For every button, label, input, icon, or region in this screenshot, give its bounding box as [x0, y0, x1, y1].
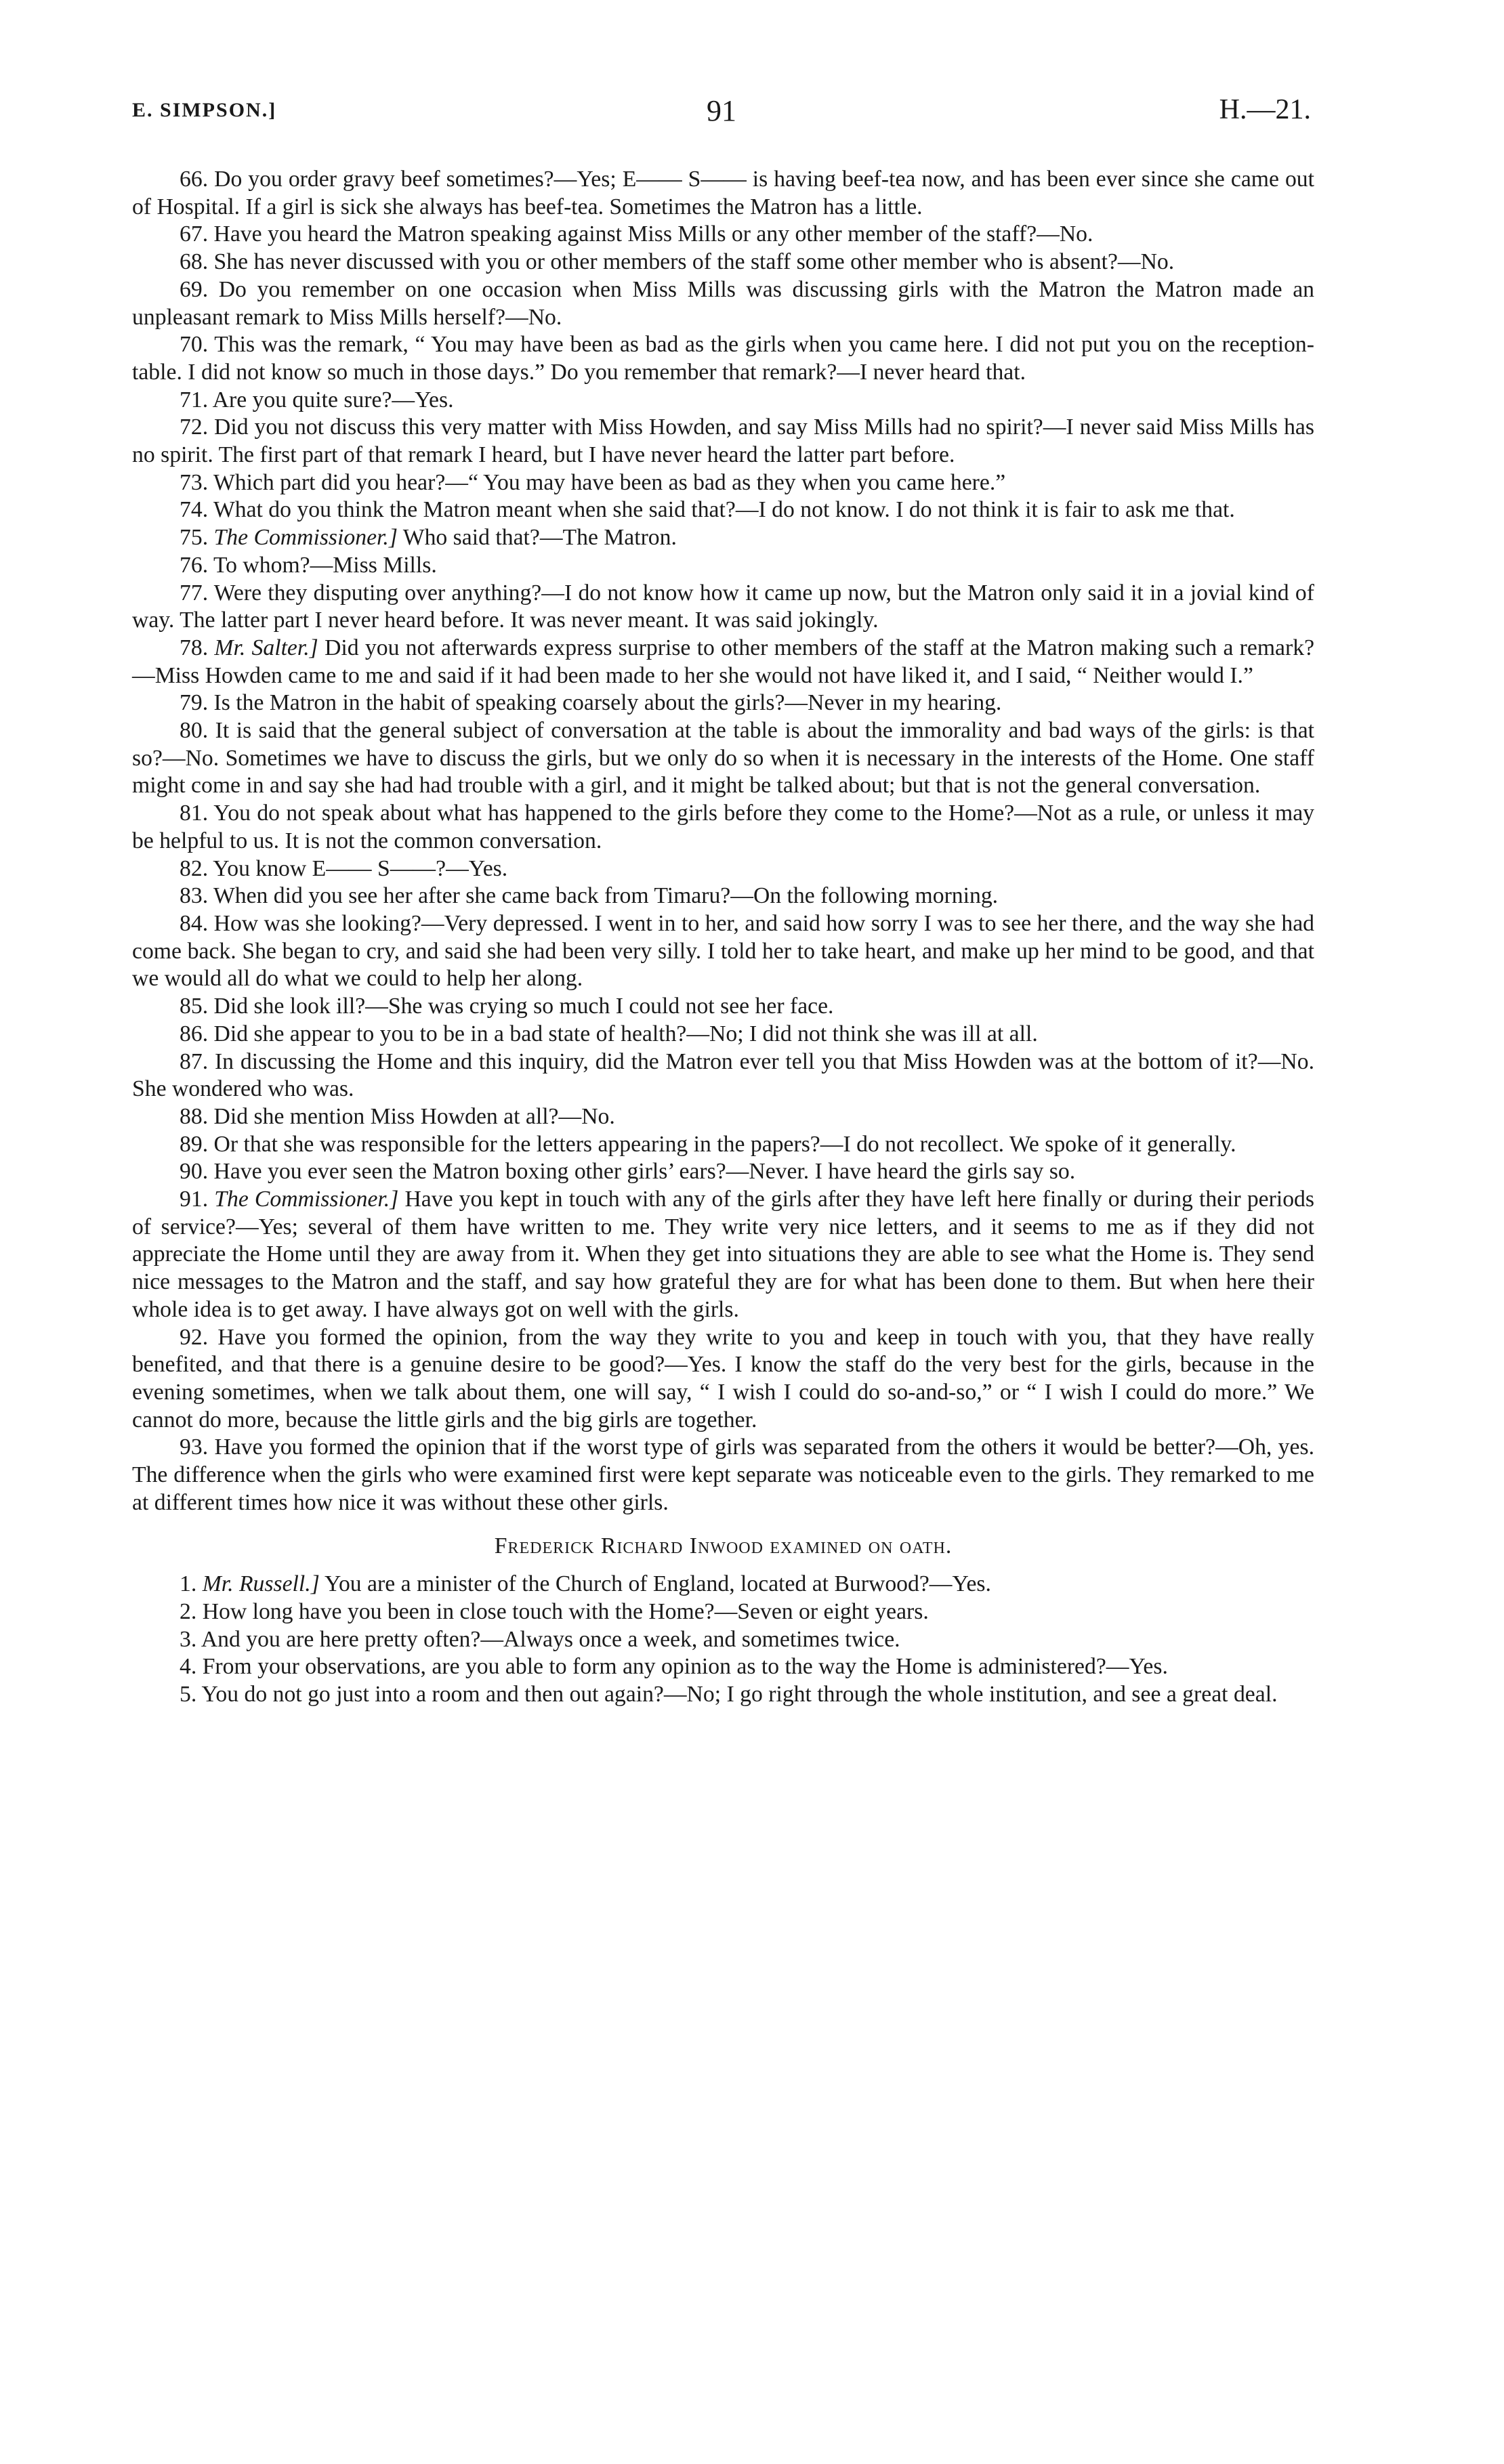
question-paragraph: [132, 221, 1314, 249]
question-paragraph: [132, 387, 1314, 415]
question-text: You are a minister of the Church of England, located at Burwood?—Yes.: [324, 1571, 991, 1597]
question-text: Did she appear to you to be in a bad state of health?—No; I did not think she was ill at all.: [213, 1021, 1038, 1046]
question-number: 68.: [180, 249, 209, 275]
question-number: 74.: [180, 497, 209, 523]
question-paragraph: [132, 1048, 1314, 1103]
question-text: You know E—— S——?—Yes.: [213, 855, 508, 881]
inwood-testimony: [132, 1571, 1314, 1709]
question-number: 80.: [180, 718, 209, 744]
speaker-label: The Commissioner.]: [214, 1187, 399, 1212]
question-paragraph: [132, 331, 1314, 386]
question-paragraph: [132, 166, 1314, 221]
question-number: 67.: [180, 221, 209, 247]
question-text: In discussing the Home and this inquiry, did the Matron ever tell you that Miss Howden was at the bottom of it?—No. She wondered who was.: [132, 1048, 1314, 1102]
question-number: 93.: [180, 1435, 209, 1460]
question-text: Do you remember on one occasion when Miss Mills was discussing girls with the Matron the Matron made an unpleasant remark to Miss Mills herself?—No.: [132, 276, 1314, 330]
question-paragraph: [132, 469, 1314, 497]
question-number: 69.: [180, 276, 209, 302]
question-paragraph: [132, 1158, 1314, 1186]
question-text: Were they disputing over anything?—I do not know how it came up now, but the Matron only said it in a jovial kind of way. The latter part I never heard before. It was never meant. It was said jokingly.: [132, 580, 1314, 633]
question-text: Have you formed the opinion, from the way they write to you and keep in touch with you, that they have really benefited, and that there is a genuine desire to be good?—Yes. I know the staff do the very best for the girls, because in the evening sometimes, when we talk about them, one will say, “ I wish I could do so-and-so,” or “ I wish I could do more.” We cannot do more, because the little girls and the big girls are together.: [132, 1324, 1315, 1432]
question-number: 82.: [180, 855, 209, 881]
question-number: 73.: [180, 469, 209, 495]
question-paragraph: [132, 689, 1314, 717]
question-paragraph: [132, 993, 1314, 1021]
question-paragraph: [132, 524, 1314, 552]
question-paragraph: [132, 855, 1314, 883]
question-number: 72.: [180, 415, 209, 440]
question-paragraph: [132, 580, 1314, 635]
question-paragraph: [132, 552, 1314, 580]
question-number: 91.: [180, 1187, 209, 1212]
question-text: She has never discussed with you or other members of the staff some other member who is absent?—No.: [213, 249, 1175, 275]
question-paragraph: [132, 1653, 1314, 1681]
document-reference: H.—21.: [1219, 94, 1311, 125]
question-number: 79.: [180, 690, 209, 716]
question-text: You do not go just into a room and then out again?—No; I go right through the whole institution, and see a great deal.: [201, 1681, 1278, 1707]
question-number: 2.: [180, 1598, 197, 1624]
speaker-label: Mr. Russell.]: [202, 1571, 320, 1597]
question-number: 90.: [180, 1159, 209, 1185]
question-number: 3.: [180, 1626, 197, 1652]
question-paragraph: [132, 1571, 1314, 1598]
question-text: This was the remark, “ You may have been as bad as the girls when you came here. I did not put you on the reception-table. I did not know so much in those days.” Do you remember that remark?—I never heard that.: [132, 332, 1314, 385]
question-number: 1.: [180, 1571, 197, 1597]
question-paragraph: [132, 1626, 1314, 1654]
question-text: When did you see her after she came back from Timaru?—On the following morning.: [213, 883, 999, 909]
question-number: 5.: [180, 1681, 197, 1707]
question-paragraph: [132, 1434, 1314, 1516]
question-text: Or that she was responsible for the letters appearing in the papers?—I do not recollect. We spoke of it generally.: [213, 1131, 1236, 1157]
question-text: Did you not afterwards express surprise to other members of the staff at the Matron making such a remark?—Miss Howden came to me and said if it had been made to her she would not have liked it, and I said, “ Neither would I.”: [132, 635, 1315, 688]
page-body: [132, 166, 1314, 1709]
question-number: 92.: [180, 1324, 209, 1350]
question-paragraph: [132, 1186, 1314, 1324]
question-text: To whom?—Miss Mills.: [213, 552, 437, 578]
question-number: 76.: [180, 552, 209, 578]
question-paragraph: [132, 1103, 1314, 1131]
question-paragraph: [132, 717, 1314, 800]
header-witness-name: E. SIMPSON.]: [132, 99, 277, 121]
question-paragraph: [132, 800, 1314, 855]
question-paragraph: [132, 1021, 1314, 1048]
question-text: Did she mention Miss Howden at all?—No.: [213, 1103, 615, 1129]
question-number: 66.: [180, 167, 209, 192]
question-paragraph: [132, 1681, 1314, 1709]
question-number: 88.: [180, 1103, 209, 1129]
question-paragraph: [132, 1598, 1314, 1626]
question-number: 81.: [180, 801, 209, 826]
question-paragraph: [132, 910, 1314, 993]
question-number: 71.: [180, 387, 209, 412]
question-text: Is the Matron in the habit of speaking coarsely about the girls?—Never in my hearing.: [213, 690, 1002, 716]
question-text: Have you kept in touch with any of the girls after they have left here finally or during their periods of service?—Yes; several of them have written to me. They write very nice letters, and it seems to me as if they did not appreciate the Home until they are away from it. When they get into situations they are able to see what the Home is. They send nice messages to the Matron and the staff, and say how grateful they are for what has been done to them. But when here their whole idea is to get away. I have always got on well with the girls.: [132, 1187, 1315, 1322]
question-text: Do you order gravy beef sometimes?—Yes; E—— S—— is having beef-tea now, and has been ever since she came out of Hospital. If a girl is sick she always has beef-tea. Sometimes the Matron has a little.: [132, 167, 1315, 219]
question-number: 78.: [180, 635, 209, 660]
question-text: What do you think the Matron meant when she said that?—I do not know. I do not think it is fair to ask me that.: [213, 497, 1235, 523]
question-number: 87.: [180, 1048, 209, 1074]
question-text: It is said that the general subject of conversation at the table is about the immorality and bad ways of the girls: is that so?—No. Sometimes we have to discuss the girls, but we only do so when it is necessary in the interests of the Home. One staff might come in and say she had had trouble with a girl, and it might be talked about; but that is not the general conversation.: [132, 718, 1315, 799]
question-text: Did you not discuss this very matter with Miss Howden, and say Miss Mills had no spirit?—I never said Miss Mills has no spirit. The first part of that remark I heard, but I have never heard the latter part before.: [132, 415, 1314, 468]
question-paragraph: [132, 635, 1314, 689]
question-text: Have you ever seen the Matron boxing other girls’ ears?—Never. I have heard the girls say so.: [213, 1159, 1076, 1185]
question-paragraph: [132, 1324, 1314, 1435]
question-paragraph: [132, 1131, 1314, 1159]
question-paragraph: [132, 414, 1314, 469]
question-text: Are you quite sure?—Yes.: [212, 387, 454, 412]
question-number: 75.: [180, 525, 209, 551]
question-number: 70.: [180, 332, 209, 358]
question-paragraph: [132, 249, 1314, 276]
question-number: 4.: [180, 1654, 197, 1680]
question-text: Which part did you hear?—“ You may have been as bad as they when you came here.”: [213, 469, 1006, 495]
question-number: 86.: [180, 1021, 209, 1046]
page-header: [132, 93, 1311, 134]
question-text: And you are here pretty often?—Always once a week, and sometimes twice.: [201, 1626, 900, 1652]
question-text: Did she look ill?—She was crying so much I could not see her face.: [213, 994, 834, 1019]
question-text: Who said that?—The Matron.: [402, 525, 677, 551]
question-text: Have you heard the Matron speaking against Miss Mills or any other member of the staff?—No.: [213, 221, 1093, 247]
question-text: From your observations, are you able to form any opinion as to the way the Home is administered?—Yes.: [202, 1654, 1168, 1680]
question-paragraph: [132, 883, 1314, 910]
speaker-label: Mr. Salter.]: [214, 635, 318, 660]
question-number: 89.: [180, 1131, 209, 1157]
witness-heading: Frederick Richard Inwood examined on oath.: [494, 1533, 953, 1559]
question-text: How was she looking?—Very depressed. I went in to her, and said how sorry I was to see her there, and the way she had come back. She began to cry, and said she had been very silly. I told her to take heart, and make up her mind to be good, and that we would all do what we could to help her along.: [132, 910, 1314, 992]
question-paragraph: [132, 496, 1314, 524]
question-number: 77.: [180, 580, 209, 606]
question-number: 85.: [180, 994, 209, 1019]
page-number: 91: [707, 94, 736, 127]
question-text: How long have you been in close touch with the Home?—Seven or eight years.: [202, 1598, 929, 1624]
question-paragraph: [132, 276, 1314, 331]
question-text: You do not speak about what has happened to the girls before they come to the Home?—Not as a rule, or unless it may be helpful to us. It is not the common conversation.: [132, 801, 1315, 853]
question-text: Have you formed the opinion that if the worst type of girls was separated from the others it would be better?—Oh, yes. The difference when the girls who were examined first were kept separate was noticeable even to the girls. They remarked to me at different times how nice it was without these other girls.: [132, 1435, 1315, 1515]
question-number: 83.: [180, 883, 209, 909]
question-number: 84.: [180, 910, 209, 936]
simpson-testimony: [132, 166, 1314, 1516]
speaker-label: The Commissioner.]: [213, 525, 398, 551]
